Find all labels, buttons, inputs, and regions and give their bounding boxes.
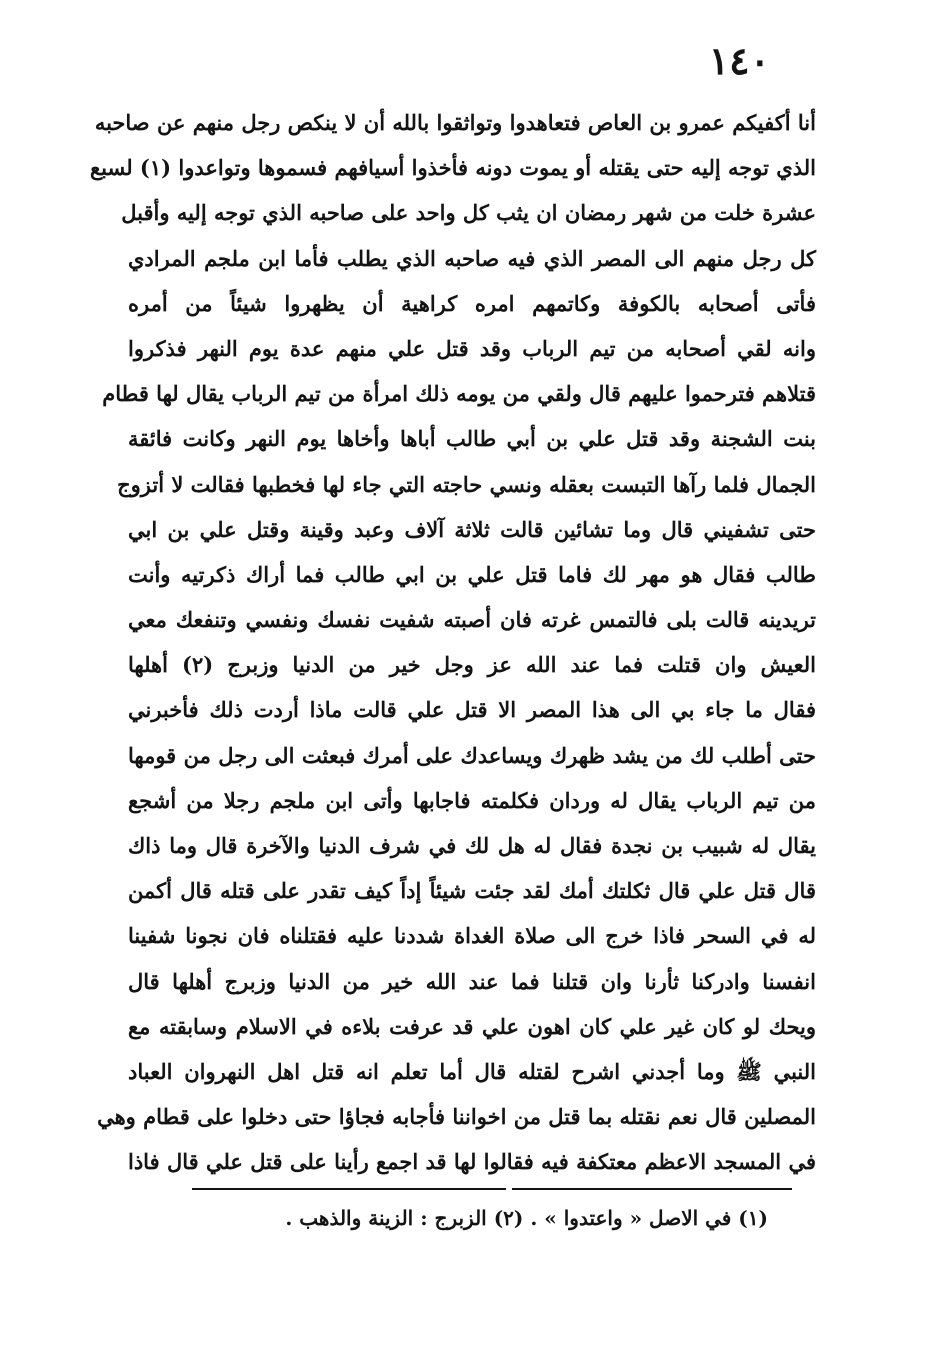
text-line: قال قتل علي قال ثكلتك أمك لقد جئت شيئاً إداً كيف تقدر على قتله قال أكمن bbox=[128, 878, 816, 904]
text-line: النبي ﷺ وما أجدني اشرح لقتله قال أما تعلم انه قتل اهل النهروان العباد bbox=[128, 1058, 816, 1084]
text-line: حتى أطلب لك من يشد ظهرك ويساعدك على أمرك فبعثت الى رجل من قومها bbox=[128, 742, 816, 768]
text-line: أنا أكفيكم عمرو بن العاص فتعاهدوا وتواثقوا بالله أن لا ينكص رجل منهم عن صاحبه bbox=[94, 110, 816, 135]
text-line: ويحك لو كان غير علي كان اهون علي قد عرفت بلاءه في الاسلام وسابقته مع bbox=[128, 1013, 816, 1039]
text-line: الجمال فلما رآها التبست بعقله ونسي حاجته التي جاء لها فخطبها فقالت لا أتزوج bbox=[117, 471, 816, 497]
text-line: قتلاهم فترحموا عليهم قال ولقي من يومه ذلك امرأة من تيم الرباب يقال لها قطام bbox=[102, 381, 816, 407]
footnote-divider-left bbox=[192, 1188, 506, 1190]
text-line: حتى تشفيني قال وما تشائين قالت ثلاثة آلاف وعبد وقينة وقتل علي بن ابي bbox=[128, 516, 816, 542]
text-line: طالب فقال هو مهر لك فاما قتل علي بن ابي طالب فما أراك ذكرتيه وأنت bbox=[128, 561, 816, 587]
text-line: عشرة خلت من شهر رمضان ان يثب كل واحد على صاحبه الذي توجه إليه وأقبل bbox=[121, 200, 816, 226]
footnote: (١) في الاصل « واعتدوا » . (٢) الزبرج : الزينة والذهب . bbox=[285, 1206, 768, 1230]
text-line: المصلين قال نعم نقتله بما قتل من اخواننا فأجابه فجاؤا حتى دخلوا على قطام وهي bbox=[97, 1104, 816, 1130]
text-line: بنت الشجنة وقد قتل علي بن أبي طالب أباها وأخاها يوم النهر وكانت فائقة bbox=[128, 426, 816, 452]
text-line: الذي توجه إليه حتى يقتله أو يموت دونه فأخذوا أسيافهم فسموها وتواعدوا (١) لسبع bbox=[89, 155, 816, 181]
body-text bbox=[89, 100, 817, 1185]
text-line: يقال له شبيب بن نجدة فقال له هل لك في شرف الدنيا والآخرة قال وما ذاك bbox=[128, 833, 816, 858]
text-line: في المسجد الاعظم معتكفة فيه فقالوا لها قد اجمع رأينا على قتل علي قال فاذا bbox=[128, 1149, 816, 1175]
text-line: فقال ما جاء بي الى هذا المصر الا قتل علي قالت ماذا أردت ذلك فأخبرني bbox=[128, 697, 816, 723]
text-line: كل رجل منهم الى المصر الذي فيه صاحبه الذي يطلب فأما ابن ملجم المرادي bbox=[128, 245, 817, 271]
text-line: انفسنا وادركنا ثأرنا وان قتلنا فما عند الله خير من الدنيا وزبرج أهلها قال bbox=[128, 968, 816, 994]
footnote-divider-right bbox=[512, 1188, 792, 1190]
page-number: ١٤٠ bbox=[708, 38, 770, 83]
text-line: وانه لقي أصحابه من تيم الرباب وقد قتل علي منهم عدة يوم النهر فذكروا bbox=[128, 335, 816, 361]
text-line: العيش وان قتلت فما عند الله عز وجل خير من الدنيا وزبرج (٢) أهلها bbox=[128, 652, 816, 678]
text-line: فأتى أصحابه بالكوفة وكاتمهم امره كراهية أن يظهروا شيئاً من أمره bbox=[128, 290, 816, 316]
text-line: تريدينه قالت بلى فالتمس غرته فان أصبته شفيت نفسك ونفسي وتنفعك معي bbox=[128, 607, 816, 633]
text-line: من تيم الرباب يقال له وردان فكلمته فاجابها وأتى ابن ملجم رجلا من أشجع bbox=[128, 787, 816, 813]
text-line: له في السحر فاذا خرج الى صلاة الغداة شددنا عليه فقتلناه فان نجونا شفينا bbox=[128, 923, 816, 949]
